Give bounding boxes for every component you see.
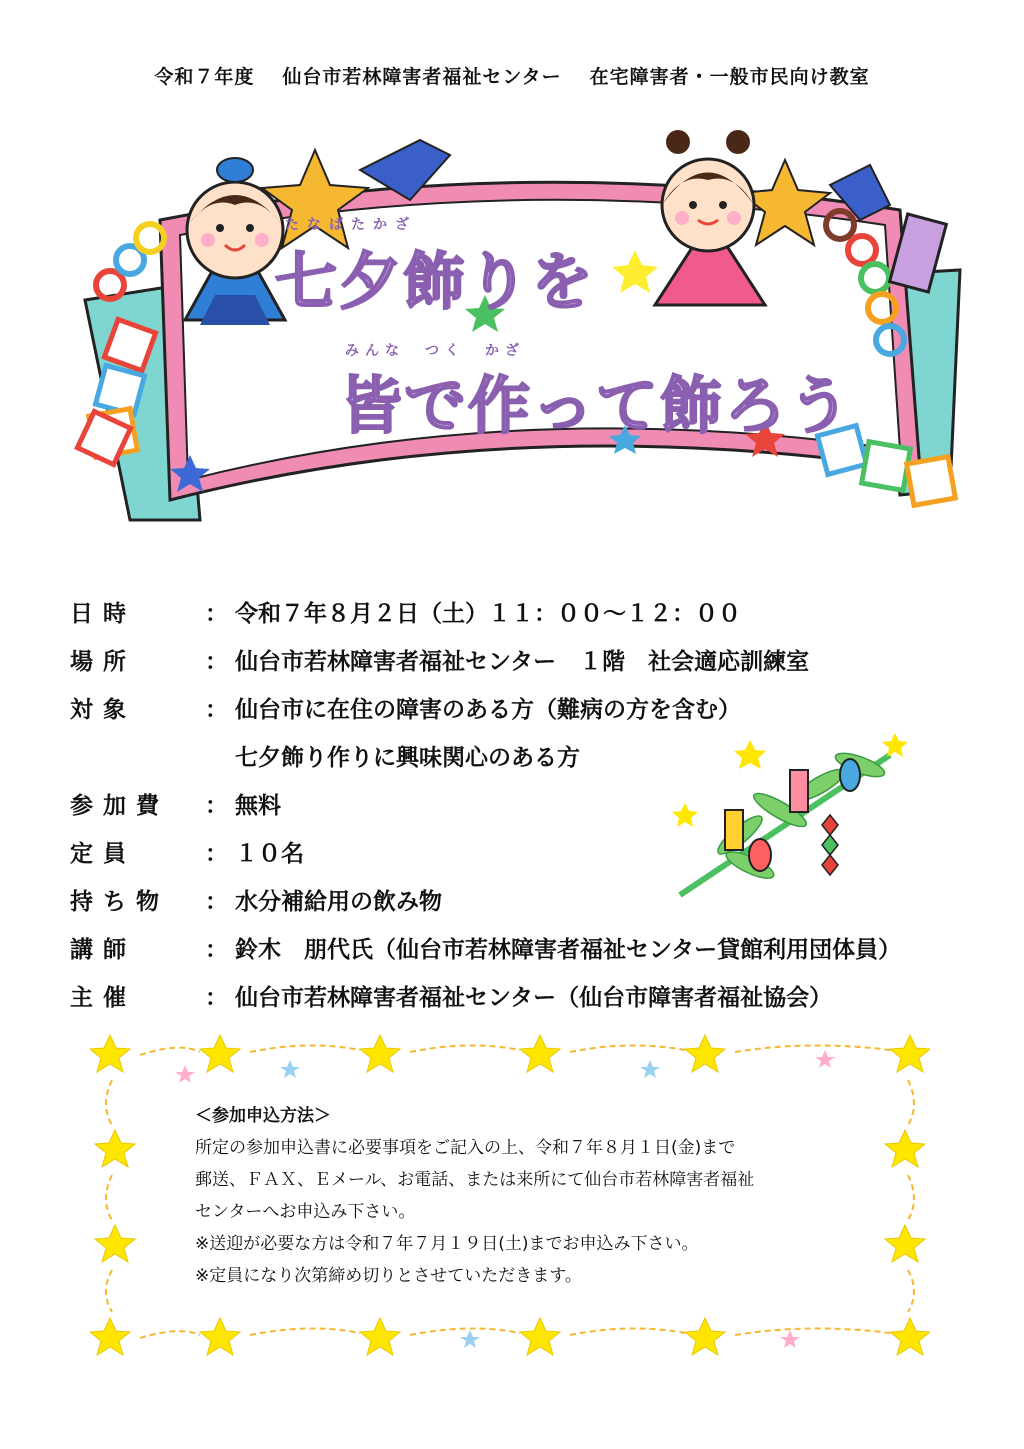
organization: 仙台市若林障害者福祉センター: [282, 66, 562, 88]
course-name: 在宅障害者・一般市民向け教室: [589, 66, 870, 88]
detail-row-place: 場所 ： 仙台市若林障害者福祉センター １階 社会適応訓練室: [70, 649, 810, 675]
title-line2-ruby: みんな つく かざ: [345, 343, 525, 359]
bamboo-decoration-illustration: [670, 715, 910, 900]
application-line1: 所定の参加申込書に必要事項をご記入の上、令和７年８月１日(金)まで: [195, 1138, 736, 1158]
detail-row-capacity: 定員 ： １０名: [70, 841, 304, 867]
application-title: ＜参加申込方法＞: [195, 1106, 331, 1126]
application-method: [195, 1100, 875, 1292]
title-line1-ruby: たなばたかざ: [285, 217, 417, 233]
detail-row-belongings: 持ち物 ： 水分補給用の飲み物: [70, 889, 442, 915]
detail-row-instructor: 講師 ： 鈴木 朋代氏（仙台市若林障害者福祉センター貸館利用団体員）: [70, 937, 902, 963]
application-line3: センターへお申込み下さい。: [195, 1202, 416, 1222]
application-line2: 郵送、ＦＡＸ、Ｅメール、お電話、または来所にて仙台市若林障害者福祉: [195, 1170, 755, 1190]
detail-row-datetime: 日時 ： 令和７年８月２日（土）１１：００～１２：００: [70, 601, 741, 627]
detail-row-organizer: 主催 ： 仙台市若林障害者福祉センター（仙台市障害者福祉協会）: [70, 985, 833, 1011]
orihime-character: [655, 130, 765, 305]
title-line2: 皆で作って飾ろう: [340, 369, 853, 442]
detail-row-fee: 参加費 ： 無料: [70, 793, 281, 819]
detail-row-target: 対象 ： 仙台市に在住の障害のある方（難病の方を含む）: [70, 697, 741, 723]
detail-row-target-cont: 七夕飾り作りに興味関心のある方: [235, 745, 580, 771]
application-note-transport: ※送迎が必要な方は令和７年７月１９日(土)までお申込み下さい。: [195, 1234, 699, 1254]
hikoboshi-character: [185, 158, 285, 325]
fiscal-year: 令和７年度: [154, 66, 255, 88]
header: [0, 62, 1024, 89]
application-note-capacity: ※定員になり次第締め切りとさせていただきます。: [195, 1266, 582, 1286]
title-line1: 七夕飾りを: [275, 245, 596, 318]
